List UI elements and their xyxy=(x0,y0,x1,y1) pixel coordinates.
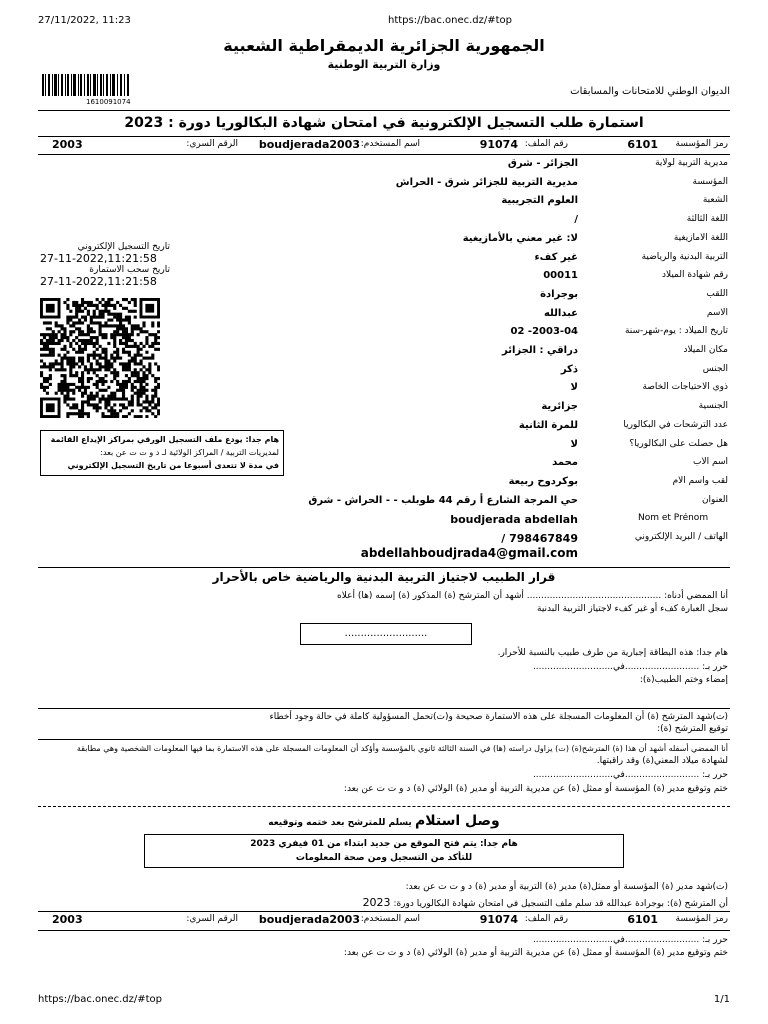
receipt-institution-code-value: 6101 xyxy=(627,913,658,926)
receipt-secret-number-label: الرقم السري: xyxy=(186,914,238,924)
doctor-line-3: هام جدا: هذه البطاقة إجبارية من طرف طبيب بالنسبة للأحرار. xyxy=(497,648,728,658)
receipt-notice-box xyxy=(144,834,624,868)
field-label: التربية البدنية والرياضية xyxy=(641,251,728,262)
field-value: حي المرجة الشارع أ رقم 44 طوبلب - - الحراش - شرق xyxy=(308,494,578,506)
field-label: عدد الترشحات في البكالوريا xyxy=(623,419,728,430)
institution-code-value: 6101 xyxy=(627,138,658,151)
field-label: اللقب xyxy=(706,288,728,299)
field-label: العنوان xyxy=(701,494,728,505)
field-label: الجنسية xyxy=(698,401,728,412)
ministry-title: وزارة التربية الوطنية xyxy=(327,58,441,71)
field-value: ذكر xyxy=(560,363,578,375)
receipt-institution-code-label: رمز المؤسسة xyxy=(675,914,728,924)
print-url-top: https://bac.onec.dz/#top xyxy=(388,15,513,26)
notice-line-1: هام جدا: يودع ملف التسجيل الورقي بمراكز الإيداع القائمة xyxy=(50,435,279,444)
print-date-label: تاريخ سحب الاستمارة xyxy=(89,265,170,275)
field-label: الجنس xyxy=(702,363,728,374)
receipt-notice-2: للتأكد من التسجيل ومن صحة المعلومات xyxy=(295,853,473,863)
field-label: اللغة الأمازيغية xyxy=(673,232,728,243)
side-info xyxy=(40,242,170,288)
receipt-line-2-text: أن المترشح (ة): بوجرادة عبدالله قد سلم ملف التسجيل في امتحان شهادة البكالوريا دورة: xyxy=(393,899,728,909)
field-value: جزائرية xyxy=(541,401,578,413)
field-row xyxy=(40,158,728,174)
notice-box xyxy=(40,430,284,476)
field-row xyxy=(40,513,728,529)
field-label: لقب واسم الأم xyxy=(672,475,728,486)
doctor-line-2: سجل العبارة كفء أو غير كفء لاجتياز التربية البدنية xyxy=(537,604,728,614)
print-url-bottom: https://bac.onec.dz/#top xyxy=(38,994,163,1005)
field-value: دراقي : الجزائر xyxy=(502,345,578,356)
receipt-notice-1: هام جدا: يتم فتح الموقع من جديد ابتداء من 01 فيفري 2023 xyxy=(250,839,518,849)
declaration-line-3: أنا الممضي أسفله أشهد أن هذا (ة) المترشح(ة) (ت) يزاول دراسته (ها) في السنة الثالثة ثانوي بالمؤسسة وأؤكد أن المعلومات المسجلة على هذه الاستمارة بما فيها المعلومات الشخصية وهي مطابقة xyxy=(76,744,728,753)
declaration-line-5: حرر بـ: ..........................في............................ xyxy=(532,770,728,780)
field-label: هل حصلت على البكالوريا؟ xyxy=(629,438,728,449)
field-value: بوكردوح ربيعة xyxy=(508,475,578,487)
institution-code-label: رمز المؤسسة xyxy=(675,139,728,149)
field-row xyxy=(40,546,728,562)
file-number-label: رقم الملف: xyxy=(524,139,568,149)
field-value: لا xyxy=(570,438,578,450)
file-number-value: 91074 xyxy=(479,138,518,151)
receipt-secret-number-value: 2003 xyxy=(52,913,83,926)
field-row xyxy=(40,177,728,193)
declaration-line-6: ختم وتوقيع مدير (ة) المؤسسة أو ممثل (ة) عن مديرية التربية أو مدير (ة) الولائي (ة) د و ت ت عن بعد: xyxy=(343,784,728,794)
field-value: غير كفء xyxy=(534,251,578,263)
receipt-year: 2023 xyxy=(362,896,391,909)
field-label: مديرية التربية لولاية xyxy=(655,158,728,168)
page-number: 1/1 xyxy=(713,994,730,1005)
field-value: الجزائر - شرق xyxy=(507,158,578,169)
receipt-line-4: ختم وتوقيع مدير (ة) المؤسسة أو ممثل (ة) عن مديرية التربية أو مدير (ة) الولائي (ة) د و ت ت عن بعد: xyxy=(343,948,728,958)
field-value: 00011 xyxy=(543,270,578,282)
declaration-line-2: توقيع المترشح (ة): xyxy=(657,724,728,734)
receipt-username-label: اسم المستخدم: xyxy=(360,914,420,924)
field-label: اسم الأب xyxy=(693,457,728,468)
field-value: العلوم التجريبية xyxy=(501,195,578,207)
secret-number-value: 2003 xyxy=(52,138,83,151)
fitness-box: .......................... xyxy=(300,623,472,645)
qr-code xyxy=(40,298,160,418)
receipt-header xyxy=(0,813,768,829)
print-datetime: 27/11/2022, 11:23 xyxy=(38,15,131,26)
field-value: 798467849 / xyxy=(501,532,578,545)
registration-date: 27-11-2022,11:21:58 xyxy=(40,252,157,265)
field-label: المؤسسة xyxy=(692,176,728,187)
field-label: الشعبة xyxy=(702,195,728,206)
doctor-section-title: قرار الطبيب لاجتياز التربية البدنية والرياضية خاص بالأحرار xyxy=(212,570,556,584)
doctor-line-4: حرر بـ: ..........................في............................ xyxy=(532,662,728,672)
receipt-subtitle: يسلم للمترشح بعد ختمه وتوقيعه xyxy=(268,818,412,828)
form-title: استمارة طلب التسجيل الإلكترونية في امتحان شهادة البكالوريا دورة : 2023 xyxy=(124,115,644,131)
field-value: بوجرادة xyxy=(540,288,578,300)
field-label: ذوي الاحتياجات الخاصة xyxy=(642,382,728,393)
field-row xyxy=(40,195,728,211)
field-label: Nom et Prénom xyxy=(638,513,709,524)
barcode-number: 1610091074 xyxy=(86,98,131,106)
secret-number-label: الرقم السري: xyxy=(186,139,238,149)
declaration-line-1: (ت)شهد المترشح (ة) أن المعلومات المسجلة على هذه الاستمارة صحيحة و(ت)تحمل المسؤولية كاملة في حالة وجود أخطاء xyxy=(269,712,728,722)
notice-line-3: في مدة لا تتعدى أسبوعا من تاريخ التسجيل الإلكتروني xyxy=(67,461,279,470)
receipt-username-value: boudjerada2003 xyxy=(258,913,360,926)
field-value: للمرة الثانية xyxy=(518,419,578,431)
registration-date-label: تاريخ التسجيل الإلكتروني xyxy=(77,242,170,252)
receipt-line-1: (ت)شهد مدير (ة) المؤسسة أو ممثل(ة) مدير (ة) التربية أو مدير (ة) د و ت ت عن بعد: xyxy=(405,882,728,892)
username-value: boudjerada2003 xyxy=(258,138,360,151)
username-label: اسم المستخدم: xyxy=(360,139,420,149)
field-value: / xyxy=(574,214,578,226)
field-label: تاريخ الميلاد : يوم-شهر-سنة xyxy=(624,326,728,337)
field-value: boudjerada abdellah xyxy=(450,513,578,527)
receipt-title: وصل استلام xyxy=(414,813,500,829)
declaration-line-4: لشهادة ميلاد المعني(ة) وقد راقبتها. xyxy=(596,756,728,766)
office-name: الديوان الوطني للامتحانات والمسابقات xyxy=(570,86,730,97)
field-label: مكان الميلاد xyxy=(683,345,728,355)
field-value: abdellahboudjrada4@gmail.com xyxy=(360,546,578,560)
field-value: 2003-04- 02 xyxy=(510,326,578,338)
print-date: 27-11-2022,11:21:58 xyxy=(40,275,157,288)
field-value: لا xyxy=(570,382,578,394)
field-value: لا: غير معني بالأمازيغية xyxy=(462,232,578,244)
republic-title: الجمهورية الجزائرية الديمقراطية الشعبية xyxy=(223,36,545,55)
field-row xyxy=(40,495,728,511)
doctor-line-5: إمضاء وختم الطبيب(ة): xyxy=(639,675,728,685)
field-label: الاسم xyxy=(706,307,728,318)
doctor-line-1: أنا الممضي أدناه: ............................................... أشهد أن المترشح (ة) المذكور (ة) إسمه (ها) أعلاه xyxy=(337,591,728,601)
receipt-line-2 xyxy=(363,896,728,909)
field-value: عبدالله xyxy=(543,307,578,319)
field-row xyxy=(40,476,728,492)
receipt-file-number-label: رقم الملف: xyxy=(524,914,568,924)
receipt-file-number-value: 91074 xyxy=(479,913,518,926)
field-label: الهاتف / البريد الإلكتروني xyxy=(634,532,728,542)
receipt-line-3: حرر بـ: ..........................في............................ xyxy=(532,935,728,945)
notice-line-2: لمديريات التربية / المراكز الولائية لـ د و ت ت عن بعد: xyxy=(100,448,279,457)
field-label: اللغة الثالثة xyxy=(686,214,728,225)
field-label: رقم شهادة الميلاد xyxy=(661,270,728,281)
id-bar-bottom xyxy=(40,913,728,929)
id-bar-top xyxy=(40,138,728,154)
field-value: محمد xyxy=(552,457,578,469)
field-value: مديرية التربية للجزائر شرق - الحراش xyxy=(395,176,578,188)
field-row xyxy=(40,214,728,230)
